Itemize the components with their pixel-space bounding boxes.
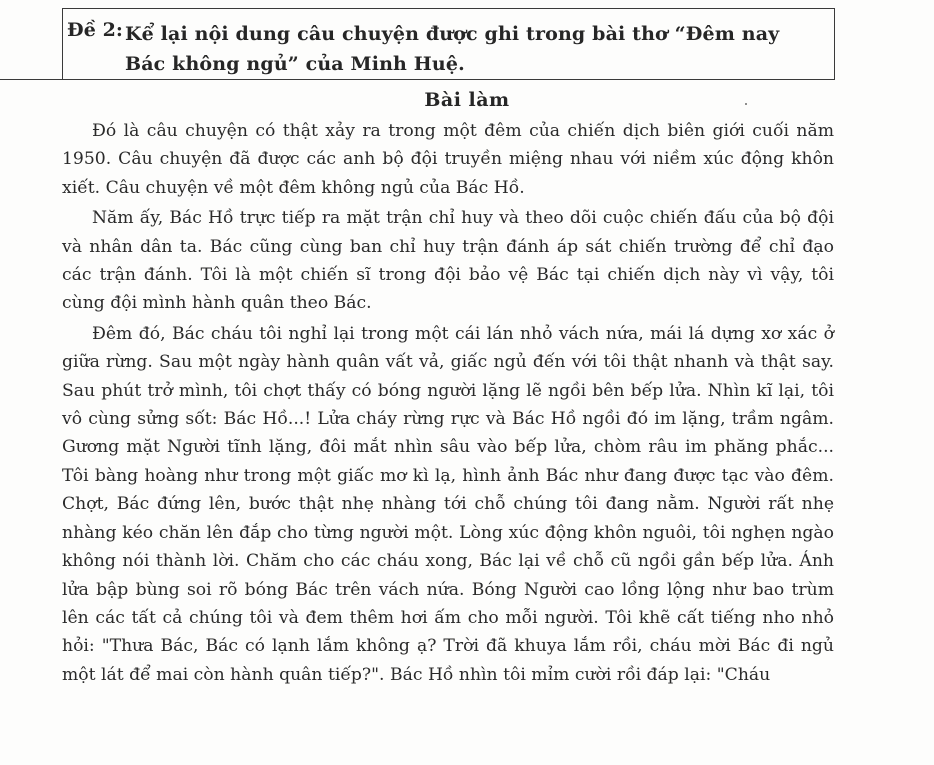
prompt-text: Kể lại nội dung câu chuyện được ghi trong bài thơ “Đêm nay Bác không ngủ” của Minh Huệ. xyxy=(125,23,780,75)
essay-body xyxy=(62,117,834,691)
prompt-box xyxy=(62,8,835,80)
prompt-label: Đề 2: xyxy=(67,19,124,41)
section-title: Bài làm xyxy=(424,89,510,111)
top-rule-line xyxy=(0,79,62,80)
paragraph-1: Đó là câu chuyện có thật xảy ra trong một đêm của chiến dịch biên giới cuối năm 1950. Câu chuyện đã được các anh bộ đội truyền miệng nhau với niềm xúc động khôn xiết. Câu chuyện về một đêm không ngủ của Bác Hồ. xyxy=(62,121,834,198)
speck xyxy=(745,103,747,105)
paragraph-3: Đêm đó, Bác cháu tôi nghỉ lại trong một cái lán nhỏ vách nứa, mái lá dựng xơ xác ở giữa rừng. Sau một ngày hành quân vất vả, giấc ngủ đến với tôi thật nhanh và thật say. Sau phút trở mình, tôi chợt thấy có bóng người lặng lẽ ngồi bên bếp lửa. Nhìn kĩ lại, tôi vô cùng sửng sốt: Bác Hồ...! Lửa cháy rừng rực và Bác Hồ ngồi đó im lặng, trầm ngâm. Gương mặt Người tĩnh lặng, đôi mắt nhìn sâu vào bếp lửa, chòm râu im phăng phắc... Tôi bàng hoàng như trong một giấc mơ kì lạ, hình ảnh Bác như đang được tạc vào đêm. Chợt, Bác đứng lên, bước thật nhẹ nhàng tới chỗ chúng tôi đang nằm. Người rất nhẹ nhàng kéo chăn lên đắp cho từng người một. Lòng xúc động khôn nguôi, tôi nghẹn ngào không nói thành lời. Chăm cho các cháu xong, Bác lại về chỗ cũ ngồi gần bếp lửa. Ánh lửa bập bùng soi rõ bóng Bác trên vách nứa. Bóng Người cao lồng lộng như bao trùm lên các tất cả chúng tôi và đem thêm hơi ấm cho mỗi người. Tôi khẽ cất tiếng nho nhỏ hỏi: "Thưa Bác, Bác có lạnh lắm không ạ? Trời đã khuya lắm rồi, cháu mời Bác đi ngủ một lát để mai còn hành quân tiếp?". Bác Hồ nhìn tôi mỉm cười rồi đáp lại: "Cháu xyxy=(62,323,834,685)
paragraph-2: Năm ấy, Bác Hồ trực tiếp ra mặt trận chỉ huy và theo dõi cuộc chiến đấu của bộ đội và nhân dân ta. Bác cũng cùng ban chỉ huy trận đánh áp sát chiến trường để chỉ đạo các trận đánh. Tôi là một chiến sĩ trong đội bảo vệ Bác tại chiến dịch này vì vậy, tôi cùng đội mình hành quân theo Bác. xyxy=(62,208,834,314)
